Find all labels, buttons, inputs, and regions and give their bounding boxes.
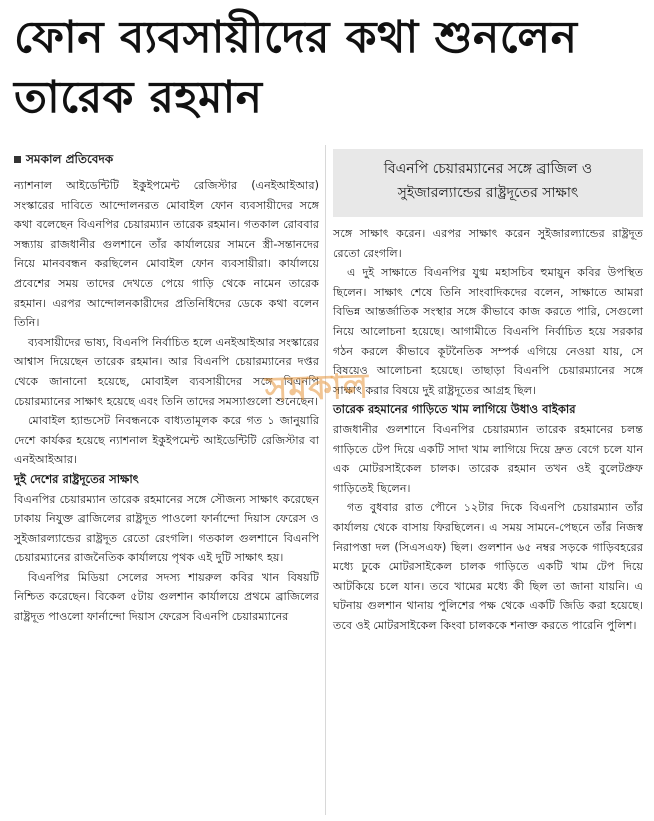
left-paragraph-1: ন্যাশনাল আইডেন্টিটি ইকুইপমেন্ট রেজিস্টার (এনইআইআর) সংস্কারের দাবিতে আন্দোলনরত মোবাইল ফোন ব্যবসায়ীদের সঙ্গে কথা বলেছেন বিএনপির চেয়ারম্যান তারেক রহমান। গতকাল রোববার সন্ধ্যায় রাজধানীর গুলশানে তাঁর কার্যালয়ের সামনে স্ত্রী-সন্তানদের নিয়ে মানববন্ধন করছিলেন মোবাইল ফোন ব্যবসায়ীরা। কার্যালয়ে প্রবেশের সময় তাদের দেখতে পেয়ে গাড়ি থেকে নামেন তারেক রহমান। এরপর আন্দোলনকারীদের প্রতিনিধিদের ডেকে কথা বলেন তিনি। (14, 179, 319, 330)
right-paragraph-2: এ দুই সাক্ষাতে বিএনপির যুগ্ম মহাসচিব হুমায়ুন কবির উপস্থিত ছিলেন। সাক্ষাৎ শেষে তিনি সাংবাদিকদের বলেন, সাক্ষাতে আমরা বিভিন্ন আন্তর্জাতিক সংস্থার সঙ্গে কীভাবে কাজ করতে পারি, সেগুলো নিয়ে আলোচনা হয়েছে। আগামীতে বিএনপি নির্বাচিত হয়ে সরকার গঠন করলে কীভাবে কূটনৈতিক সম্পর্ক এগিয়ে নেওয়া যায়, সে বিষয়েও আলোচনা হয়েছে। তাছাড়া বিএনপি চেয়ারম্যানের সঙ্গে সাক্ষাৎ করার বিষয়ে দুই রাষ্ট্রদূতের আগ্রহ ছিল। (333, 266, 643, 397)
byline-text: সমকাল প্রতিবেদক (26, 152, 114, 166)
left-paragraph-4: বিএনপির চেয়ারম্যান তারেক রহমানের সঙ্গে সৌজন্য সাক্ষাৎ করেছেন ঢাকায় নিযুক্ত ব্রাজিলের রাষ্ট্রদূত পাওলো ফার্নান্দো দিয়াস ফেরেস ও সুইজারল্যান্ডের রাষ্ট্রদূত রেতো রেংগলি। গতকাল গুলশানে বিএনপি চেয়ারম্যানের রাজনৈতিক কার্যালয়ে পৃথক এই দুটি সাক্ষাৎ হয়। (14, 492, 319, 565)
watermark-logo: সমকাল (264, 366, 370, 410)
left-paragraph-5: বিএনপির মিডিয়া সেলের সদস্য শায়রুল কবির খান বিষয়টি নিশ্চিত করেছেন। বিকেল ৫টায় গুলশান কার্যালয়ে প্রথমে ব্রাজিলের রাষ্ট্রদূত পাওলো ফার্নান্দো দিয়াস ফেরেস বিএনপি চেয়ারম্যানের (14, 570, 319, 624)
right-subheading: তারেক রহমানের গাড়িতে খাম লাগিয়ে উধাও বাইকার (333, 402, 576, 417)
left-paragraph-2: ব্যবসায়ীদের ভাষ্য, বিএনপি নির্বাচিত হলে এনইআইআর সংস্কারের আশ্বাস দিয়েছেন তারেক রহমান। আর বিএনপি চেয়ারম্যানের দপ্তর থেকে জানানো হয়েছে, মোবাইল ব্যবসায়ীদের সঙ্গে বিএনপি চেয়ারম্যানের সাক্ষাৎ হয়েছে এবং তিনি তাদের সমস্যাগুলো শুনেছেন। (14, 335, 319, 408)
byline (14, 151, 113, 171)
left-paragraph-3: মোবাইল হ্যান্ডসেট নিবন্ধনকে বাধ্যতামূলক করে গত ১ জানুয়ারি দেশে কার্যকর হয়েছে ন্যাশনাল ইকুইপমেন্ট আইডেন্টিটি রেজিস্টার বা এনইআইআর। (14, 414, 319, 467)
right-paragraph-3: রাজধানীর গুলশানে বিএনপির চেয়ারম্যান তারেক রহমানের চলন্ত গাড়িতে টেপ দিয়ে একটি সাদা খাম লাগিয়ে দিয়ে দ্রুত বেগে চলে যান এক মোটরসাইকেল চালক। তারেক রহমান তখন ওই বুলেটপ্রুফ গাড়িতেই ছিলেন। (333, 422, 643, 495)
left-subheading: দুই দেশের রাষ্ট্রদূতের সাক্ষাৎ (14, 471, 139, 486)
byline-square-icon (14, 156, 21, 163)
right-column (333, 224, 643, 635)
right-paragraph-4: গত বুধবার রাত পৌনে ১২টার দিকে বিএনপি চেয়ারম্যান তাঁর কার্যালয় থেকে বাসায় ফিরছিলেন। এ সময় সামনে-পেছনে তাঁর নিজস্ব নিরাপত্তা দল (সিএসএফ) ছিল। গুলশান ৬৫ নম্বর সড়কে গাড়িবহরের মধ্যে ঢুকে মোটরসাইকেল চালক গাড়িতে একটি খাম টেপ দিয়ে আটকিয়ে চলে যান। তবে খামের মধ্যে কী ছিল তা জানা যায়নি। এ ঘটনায় গুলশান থানায় পুলিশের পক্ষ থেকে একটি জিডি করা হয়েছে। তবে ওই মোটরসাইকেল কিংবা চালককে শনাক্ত করতে পারেনি পুলিশ। (333, 501, 643, 632)
headline: ফোন ব্যবসায়ীদের কথা শুনলেন তারেক রহমান (14, 12, 578, 123)
column-divider (325, 145, 326, 815)
subhead-box: বিএনপি চেয়ারম্যানের সঙ্গে ব্রাজিল ও সুইজারল্যান্ডের রাষ্ট্রদূতের সাক্ষাৎ (333, 149, 643, 217)
right-paragraph-1: সঙ্গে সাক্ষাৎ করেন। এরপর সাক্ষাৎ করেন সুইজারল্যান্ডের রাষ্ট্রদূত রেতো রেংগলি। (333, 227, 643, 260)
